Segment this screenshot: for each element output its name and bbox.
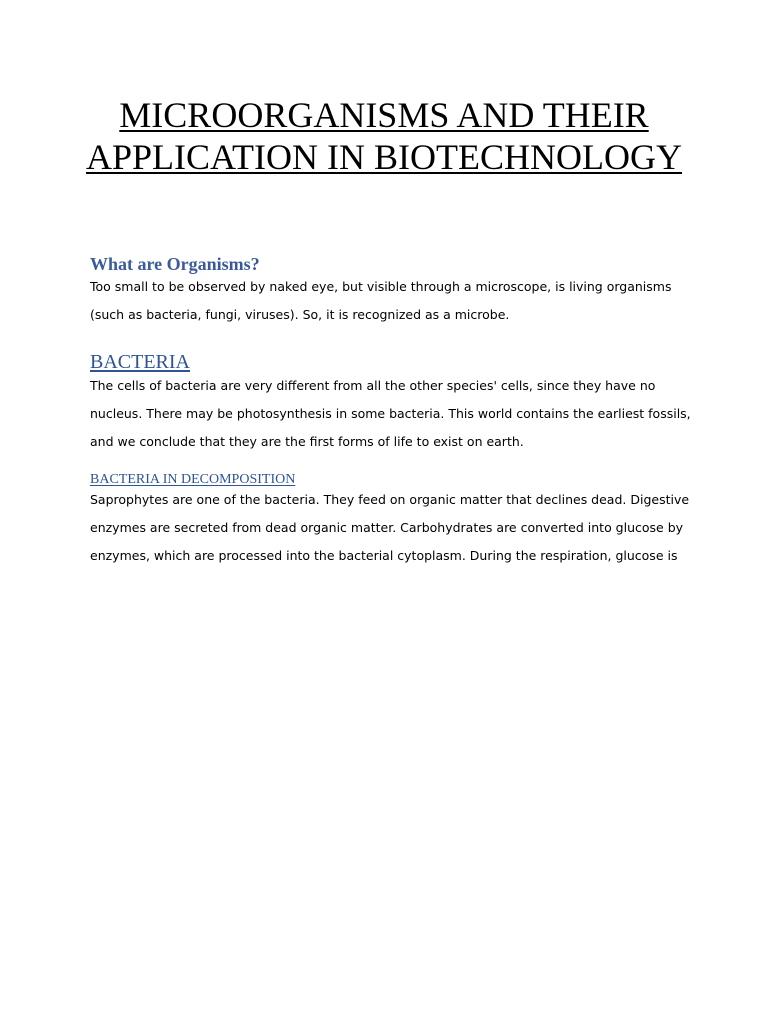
paragraph-line: enzymes, which are processed into the bacterial cytoplasm. During the respiration, glucose is bbox=[90, 548, 678, 563]
section-heading-bacteria: BACTERIA bbox=[90, 351, 190, 373]
section-paragraph-what-are-organisms bbox=[90, 273, 690, 329]
document-title: MICROORGANISMS AND THEIR APPLICATION IN BIOTECHNOLOGY bbox=[86, 95, 682, 177]
paragraph-line: The cells of bacteria are very different from all the other species' cells, since they have no bbox=[90, 378, 656, 393]
paragraph-line: Saprophytes are one of the bacteria. They feed on organic matter that declines dead. Digestive bbox=[90, 492, 690, 507]
section-heading-what-are-organisms: What are Organisms? bbox=[90, 254, 260, 274]
paragraph-line: nucleus. There may be photosynthesis in some bacteria. This world contains the earliest fossils, bbox=[90, 406, 691, 421]
paragraph-line: (such as bacteria, fungi, viruses). So, it is recognized as a microbe. bbox=[90, 307, 510, 322]
paragraph-line: Too small to be observed by naked eye, but visible through a microscope, is living organisms bbox=[90, 279, 672, 294]
section-paragraph-bacteria bbox=[90, 372, 690, 456]
section-heading-bacteria-in-decomposition: BACTERIA IN DECOMPOSITION bbox=[90, 472, 296, 487]
paragraph-line: and we conclude that they are the first forms of life to exist on earth. bbox=[90, 434, 524, 449]
section-paragraph-bacteria-in-decomposition bbox=[90, 486, 690, 570]
paragraph-line: enzymes are secreted from dead organic matter. Carbohydrates are converted into glucose by bbox=[90, 520, 684, 535]
